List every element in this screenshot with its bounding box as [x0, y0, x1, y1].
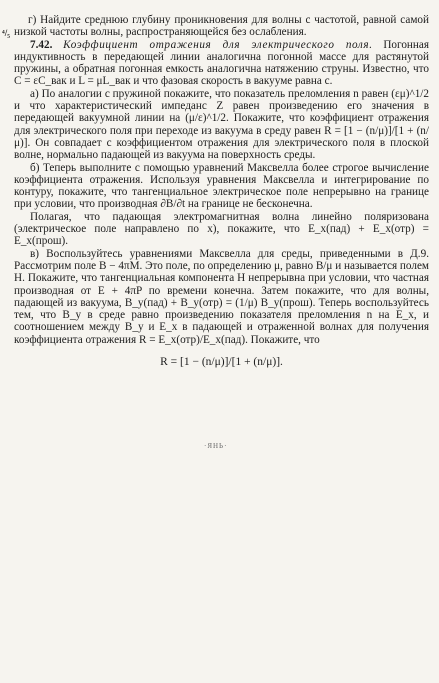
margin-mark: ⁴/₅	[2, 28, 10, 38]
reflection-formula: R = [1 − (n/μ)]/[1 + (n/μ)].	[160, 356, 283, 369]
folio-mark: ·ЯНЬ·	[204, 442, 228, 450]
problem-number: 7.42.	[30, 38, 53, 51]
paragraph-v: в) Воспользуйтесь уравнениями Максвелла для среды, приведенными в Д.9. Рассмотрим поле B − 4πM. Это поле, по определению μ, равно B/μ и называется полем H. Покажите, что тангенциальная компонента H непрерывна при условии, что частная производная от E + 4πP по времени конечна. Затем покажите, что для волны, падающей из вакуума, B_y(пад) + B_y(отр) = (1/μ) B_y(прош). Теперь воспользуйтесь тем, что B_y в среде равно произведению показателя преломления n на E_x, и соотношением между B_y и E_x в падающей и отраженной волнах для получения коэффициента отражения R = E_x(отр)/E_x(пад). Покажите, что	[14, 247, 429, 346]
paragraph-a: а) По аналогии с пружиной покажите, что показатель преломления n равен (εμ)^1/2 и что характеристический импеданс Z равен произведению его значения в передающей вакуумной линии на (μ/ε)^1/2. Покажите, что коэффициент отражения для электрического поля при переходе из вакуума в среду равен R = [1 − (n/μ)]/[1 + (n/μ)]. Он совпадает с коэффициентом отражения для электрического поля в плоской волне, нормально падающей из вакуума на поверхность среды.	[14, 87, 429, 162]
problem-title: Коэффициент отражения для электрического поля.	[63, 38, 373, 51]
paragraph-polarized: Полагая, что падающая электромагнитная волна линейно поляризована (электрическое поле направлено по x), покажите, что E_x(пад) + E_x(отр) = E_x(прош).	[14, 210, 429, 248]
paragraph-b: б) Теперь выполните с помощью уравнений Максвелла более строгое вычисление коэффициента отражения. Используя уравнения Максвелла и интегрирование по контуру, покажите, что тангенциальное электрическое поле непрерывно на границе при условии, что производная ∂B/∂t на границе не бесконечна.	[14, 161, 429, 211]
paragraph-g: г) Найдите среднюю глубину проникновения для волны с частотой, равной самой низкой частоты волны, распространяющейся без ослабления.	[14, 14, 429, 39]
problem-7-42-intro	[14, 39, 429, 88]
intro-text: Погонная индуктивность в передающей линии аналогична погонной массе для растянутой пружины, а обратная погонная емкость аналогична натяжению струны. Известно, что C = εC_вак и L = μL_вак и что фазовая скорость в вакууме равна c.	[14, 38, 430, 88]
